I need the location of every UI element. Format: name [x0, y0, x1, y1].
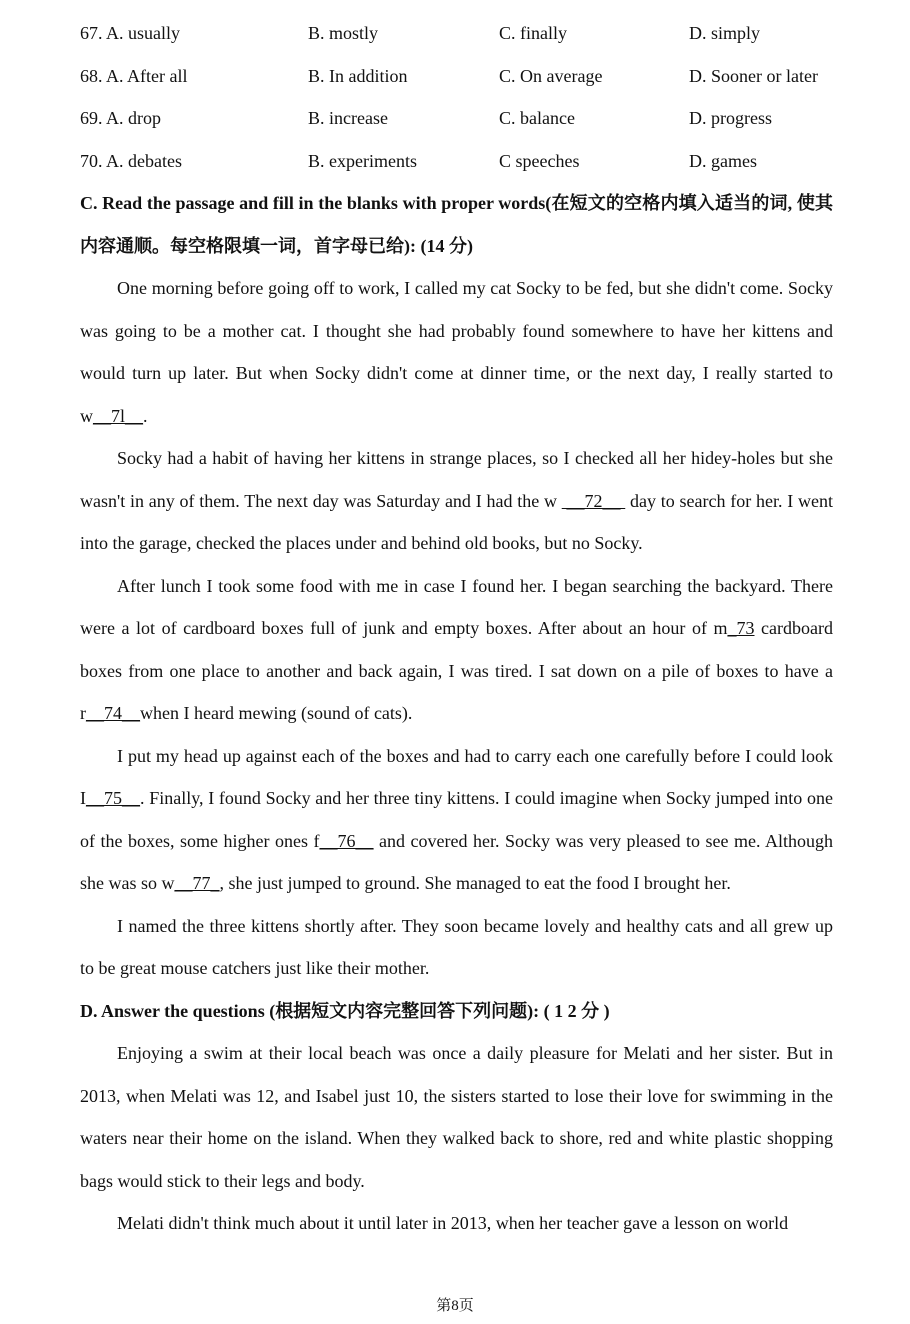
paragraph-text: .: [143, 405, 148, 426]
blank-72: __72__: [561, 490, 626, 511]
option-a: 69. A. drop: [80, 108, 161, 129]
option-a: 70. A. debates: [80, 150, 182, 171]
option-d: D. progress: [689, 108, 772, 129]
blank-71: __7l__: [93, 405, 144, 426]
paragraph-text: . Finally, I found Socky and her three tiny kittens. I could imagine when Socky jumped into one of the boxes, some higher ones f: [80, 788, 833, 851]
option-row-70: [80, 140, 833, 183]
option-c: C. finally: [499, 23, 567, 43]
paragraph-text: Socky had a habit of having her kittens in strange places, so I checked all her hidey-holes but she wasn't in any of them. The next day was Saturday and I had the w: [80, 448, 833, 511]
section-d-heading: D. Answer the questions (根据短文内容完整回答下列问题): ( 1 2 分 ): [80, 1000, 610, 1021]
answer-options: [80, 0, 833, 182]
option-b: B. experiments: [308, 150, 417, 171]
blank-76: __76__: [319, 830, 374, 851]
option-row-67: [80, 12, 833, 55]
option-a: 68. A. After all: [80, 65, 188, 86]
paragraph-text: and covered her. Socky was very pleased to see me. Although she was so w: [80, 830, 834, 894]
passage-paragraph-2: [80, 437, 833, 565]
paragraph-text: I put my head up against each of the boxes and had to carry each one carefully before I could look I: [80, 745, 833, 809]
option-row-68: [80, 55, 833, 98]
option-c: C speeches: [499, 150, 580, 171]
section-c-heading: C. Read the passage and fill in the blanks with proper words(在短文的空格内填入适当的词, 使其内容通顺。每空格限填一词，首字母已给): (14 分): [80, 193, 833, 256]
page-number: 第8页: [436, 1298, 474, 1314]
blank-73: _73: [727, 618, 755, 639]
option-b: B. In addition: [308, 65, 408, 86]
paragraph-text: cardboard boxes from one place to another and back again, I was tired. I sat down on a pile of boxes to have a r: [80, 618, 833, 724]
document-page: [80, 0, 833, 1245]
option-d: D. simply: [689, 23, 761, 43]
paragraph-text: One morning before going off to work, I called my cat Socky to be fed, but she didn't come. Socky was going to be a mother cat. I thought she had probably found somewhere to have her kittens and would turn up later. But when Socky didn't come at dinner time, or the next day, I really started to w: [80, 278, 833, 426]
option-b: B. increase: [308, 108, 388, 129]
option-a: 67. A. usually: [80, 23, 181, 43]
passage-paragraph-3: [80, 565, 833, 735]
passage-paragraph-d2: Melati didn't think much about it until later in 2013, when her teacher gave a lesson on world: [117, 1213, 789, 1234]
passage-paragraph-5: I named the three kittens shortly after. They soon became lovely and healthy cats and all grew up to be great mouse catchers just like their mother.: [80, 915, 833, 979]
passage-paragraph-1: [80, 267, 833, 437]
option-d: D. Sooner or later: [689, 65, 818, 86]
option-c: C. balance: [499, 108, 575, 129]
option-row-69: [80, 97, 833, 140]
passage-paragraph-d1: Enjoying a swim at their local beach was once a daily pleasure for Melati and her sister. But in 2013, when Melati was 12, and Isabel just 10, the sisters started to lose their love for swimming in the waters near their home on the island. When they walked back to shore, red and white plastic shopping bags would stick to their legs and body.: [80, 1043, 833, 1191]
paragraph-text: , she just jumped to ground. She managed to eat the food I brought her.: [219, 873, 731, 894]
option-d: D. games: [689, 150, 757, 171]
blank-77: __77_: [174, 873, 220, 894]
paragraph-text: After lunch I took some food with me in case I found her. I began searching the backyard. There were a lot of cardboard boxes full of junk and empty boxes. After about an hour of m: [80, 575, 833, 639]
option-b: B. mostly: [308, 23, 379, 43]
passage-paragraph-4: [80, 735, 833, 905]
option-c: C. On average: [499, 65, 603, 86]
paragraph-text: day to search for her. I went into the garage, checked the places under and behind old books, but no Socky.: [80, 490, 834, 554]
blank-75: __75__: [86, 788, 140, 809]
paragraph-text: when I heard mewing (sound of cats).: [140, 703, 413, 724]
blank-74: __74__: [86, 703, 140, 724]
